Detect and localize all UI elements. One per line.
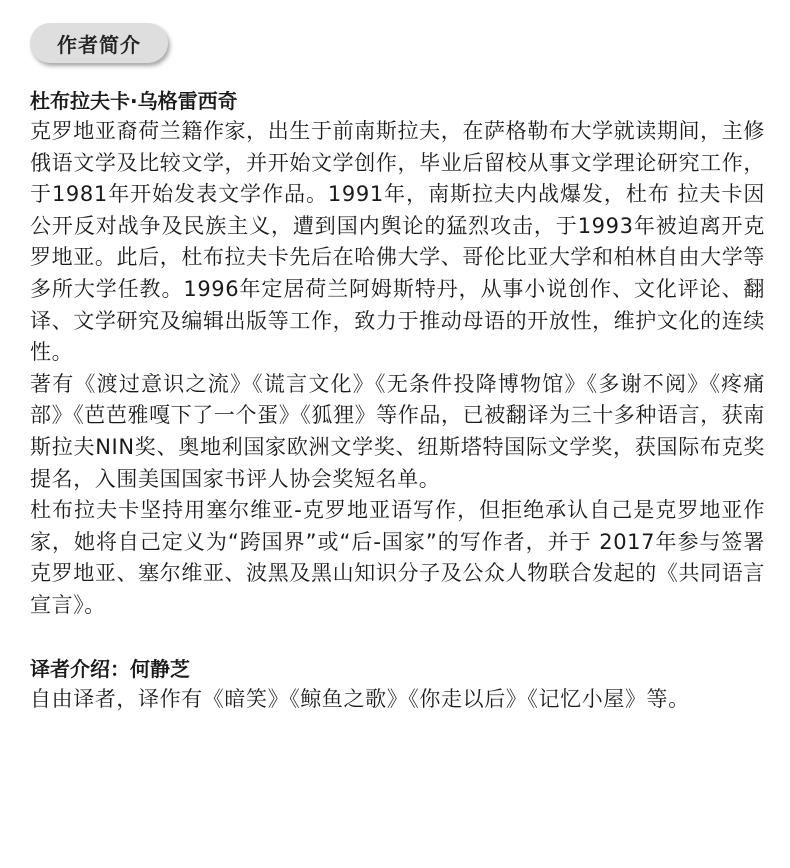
author-name: 杜布拉夫卡·乌格雷西奇 — [30, 89, 238, 113]
section-spacer — [30, 622, 765, 654]
author-paragraph: 杜布拉夫卡坚持用塞尔维亚-克罗地亚语写作，但拒绝承认自己是克罗地亚作家，她将自己定义为“跨国界”或“后-国家”的写作者，并于 2017年参与签署克罗地亚、塞尔维亚、波黑及黑山知识分子及公众人物联合发起的《共同语言宣言》。 — [30, 498, 765, 617]
section-title-badge — [30, 23, 168, 63]
author-paragraph: 克罗地亚裔荷兰籍作家，出生于前南斯拉夫，在萨格勒布大学就读期间，主修俄语文学及比较文学，并开始文学创作，毕业后留校从事文学理论研究工作，于1981年开始发表文学作品。1991年，南斯拉夫内战爆发，杜布 拉夫卡因公开反对战争及民族主义，遭到国内舆论的猛烈攻击，于1993年被迫离开克罗地亚。此后，杜布拉夫卡先后在哈佛大学、哥伦比亚大学和柏林自由大学等多所大学任教。1996年定居荷兰阿姆斯特丹，从事小说创作、文化评论、翻译、文学研究及编辑出版等工作，致力于推动母语的开放性，维护文化的连续性。 — [30, 119, 765, 365]
author-bio — [30, 86, 765, 715]
section-title: 作者简介 — [57, 32, 141, 57]
translator-paragraph: 自由译者，译作有《暗笑》《鲸鱼之歌》《你走以后》《记忆小屋》等。 — [30, 686, 690, 711]
author-paragraph: 著有《渡过意识之流》《谎言文化》《无条件投降博物馆》《多谢不阅》《疼痛部》《芭芭雅嘎下了一个蛋》《狐狸》等作品，已被翻译为三十多种语言，获南斯拉夫NIN奖、奥地利国家欧洲文学奖、纽斯塔特国际文学奖，获国际布克奖提名，入围美国国家书评人协会奖短名单。 — [30, 371, 765, 491]
translator-title: 译者介绍：何静芝 — [30, 656, 190, 681]
